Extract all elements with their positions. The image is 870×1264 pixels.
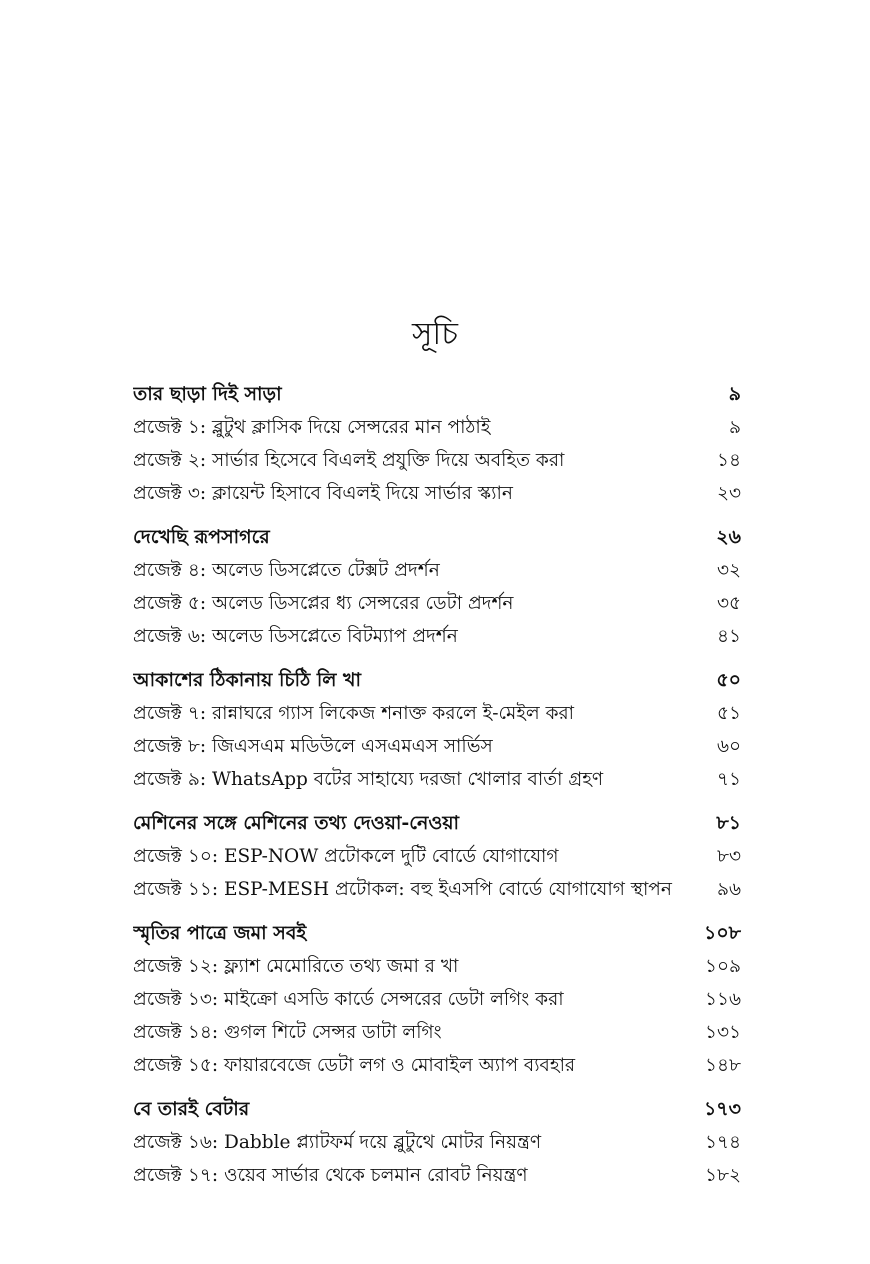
toc-entry-page-number: ১৮২ xyxy=(704,1165,741,1186)
section-heading-label: দেখেছি রূপসাগরে xyxy=(133,526,270,548)
toc-entry-page-number: ২৩ xyxy=(716,483,741,504)
toc-section xyxy=(133,664,741,796)
toc-entry-page-number: ১০৯ xyxy=(704,956,741,977)
toc-entry xyxy=(133,587,741,620)
section-heading-label: স্মৃতির পাত্রে জমা সবই xyxy=(133,922,307,944)
toc-entry-page-number: ৭১ xyxy=(716,769,741,790)
toc-entry-label: প্রজেক্ট ৯: WhatsApp বটের সাহায্যে দরজা খোলার বার্তা গ্রহণ xyxy=(133,769,604,790)
toc-entry-label: প্রজেক্ট ১৬: Dabble প্ল্যাটফর্ম দয়ে ব্লুটুথে মোটর নিয়ন্ত্রণ xyxy=(133,1132,542,1153)
page-title: সূচি xyxy=(411,316,459,352)
section-heading xyxy=(133,521,741,554)
section-heading xyxy=(133,807,741,840)
toc-entry-label: প্রজেক্ট ১৪: গুগল শিটে সেন্সর ডাটা লগিং xyxy=(133,1022,442,1043)
section-heading xyxy=(133,917,741,950)
toc-entry-label: প্রজেক্ট ৫: অলেড ডিসপ্লের ধ্য সেন্সরের ডেটা প্রদর্শন xyxy=(133,593,514,614)
toc-entry-label: প্রজেক্ট ৮: জিএসএম মডিউলে এসএমএস সার্ভিস xyxy=(133,736,493,757)
toc-entry xyxy=(133,873,741,906)
toc-entry-label: প্রজেক্ট ১৫: ফায়ারবেজে ডেটা লগ ও মোবাইল অ্যাপ ব্যবহার xyxy=(133,1055,576,1076)
section-heading xyxy=(133,1093,741,1126)
toc-entry xyxy=(133,1159,741,1192)
toc-entry-page-number: ৯৬ xyxy=(716,879,741,900)
toc-entry xyxy=(133,477,741,510)
toc-entry-page-number: ৩৫ xyxy=(716,593,741,614)
section-heading-page-number: ১০৮ xyxy=(703,922,741,944)
toc-entry-label: প্রজেক্ট ১৩: মাইক্রো এসডি কার্ডে সেন্সরের ডেটা লগিং করা xyxy=(133,989,564,1010)
section-heading-page-number: ৯ xyxy=(728,383,741,405)
section-heading-label: তার ছাড়া দিই সাড়া xyxy=(133,383,282,405)
section-heading-page-number: ৮১ xyxy=(716,812,741,834)
toc-entry-label: প্রজেক্ট ১৭: ওয়েব সার্ভার থেকে চলমান রোবট নিয়ন্ত্রণ xyxy=(133,1165,528,1186)
toc-entry-page-number: ৪১ xyxy=(716,626,741,647)
toc-entry-page-number: ৮৩ xyxy=(716,846,741,867)
toc-entry-page-number: ১৩১ xyxy=(704,1022,741,1043)
section-heading xyxy=(133,378,741,411)
toc-entry-page-number: ৩২ xyxy=(716,560,741,581)
toc-section xyxy=(133,1093,741,1192)
toc-entry-page-number: ৯ xyxy=(728,417,741,438)
table-of-contents xyxy=(133,378,741,1203)
toc-section xyxy=(133,521,741,653)
section-heading-page-number: ৫০ xyxy=(716,669,741,691)
toc-entry-label: প্রজেক্ট ১: ব্লুটুথ ক্লাসিক দিয়ে সেন্সরের মান পাঠাই xyxy=(133,417,491,438)
toc-entry-label: প্রজেক্ট ৩: ক্লায়েন্ট হিসাবে বিএলই দিয়ে সার্ভার স্ক্যান xyxy=(133,483,513,504)
toc-entry xyxy=(133,411,741,444)
toc-section xyxy=(133,807,741,906)
section-heading-page-number: ১৭৩ xyxy=(703,1098,741,1120)
section-heading xyxy=(133,664,741,697)
toc-entry-label: প্রজেক্ট ১০: ESP-NOW প্রটোকলে দুটি বোর্ডে যোগাযোগ xyxy=(133,846,559,867)
toc-section xyxy=(133,917,741,1082)
toc-entry xyxy=(133,983,741,1016)
section-heading-page-number: ২৬ xyxy=(716,526,741,548)
section-heading-label: আকাশের ঠিকানায় চিঠি লি খা xyxy=(133,669,362,691)
toc-entry-page-number: ৫১ xyxy=(716,703,741,724)
toc-entry xyxy=(133,620,741,653)
toc-entry xyxy=(133,840,741,873)
toc-entry xyxy=(133,697,741,730)
toc-entry xyxy=(133,1126,741,1159)
toc-entry-page-number: ৬০ xyxy=(716,736,741,757)
toc-entry-label: প্রজেক্ট ১১: ESP-MESH প্রটোকল: বহু ইএসপি বোর্ডে যোগাযোগ স্থাপন xyxy=(133,879,672,900)
toc-entry-label: প্রজেক্ট ২: সার্ভার হিসেবে বিএলই প্রযুক্তি দিয়ে অবহিত করা xyxy=(133,450,565,471)
toc-entry xyxy=(133,763,741,796)
toc-entry xyxy=(133,1016,741,1049)
toc-entry xyxy=(133,950,741,983)
toc-entry xyxy=(133,444,741,477)
toc-entry-page-number: ১৭৪ xyxy=(704,1132,741,1153)
toc-entry-label: প্রজেক্ট ৭: রান্নাঘরে গ্যাস লিকেজ শনাক্ত করলে ই-মেইল করা xyxy=(133,703,575,724)
toc-entry-page-number: ১৪ xyxy=(716,450,741,471)
toc-entry-page-number: ১১৬ xyxy=(704,989,741,1010)
toc-section xyxy=(133,378,741,510)
toc-entry-label: প্রজেক্ট ১২: ফ্ল্যাশ মেমোরিতে তথ্য জমা র খা xyxy=(133,956,459,977)
toc-entry xyxy=(133,730,741,763)
toc-entry-label: প্রজেক্ট ৬: অলেড ডিসপ্লেতে বিটম্যাপ প্রদর্শন xyxy=(133,626,458,647)
toc-entry xyxy=(133,1049,741,1082)
section-heading-label: বে তারই বেটার xyxy=(133,1098,250,1120)
section-heading-label: মেশিনের সঙ্গে মেশিনের তথ্য দেওয়া-নেওয়া xyxy=(133,812,460,834)
toc-entry-label: প্রজেক্ট ৪: অলেড ডিসপ্লেতে টেক্সট প্রদর্শন xyxy=(133,560,440,581)
toc-entry-page-number: ১৪৮ xyxy=(704,1055,741,1076)
toc-entry xyxy=(133,554,741,587)
